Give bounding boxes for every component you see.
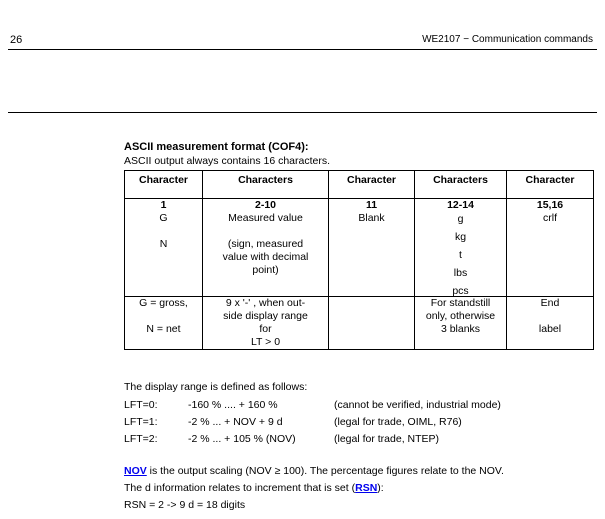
cell-line: point) [252, 264, 279, 276]
range-row-lft0 [124, 399, 594, 413]
content-row [125, 212, 594, 297]
range-label: LFT=2: [124, 433, 158, 445]
column-header: Character [125, 171, 203, 199]
unit-value: g [457, 213, 464, 225]
increment-note [124, 482, 384, 494]
range-value: -2 % ... + 105 % (NOV) [188, 433, 296, 445]
cell-line: Measured value [228, 212, 303, 224]
note-line: label [538, 323, 562, 335]
increment-note-text: The d information relates to increment that is set ( [124, 482, 356, 494]
cell-line [128, 225, 199, 238]
rsn-link[interactable]: RSN [355, 482, 378, 494]
cell-line [206, 225, 325, 238]
unit-value: lbs [453, 267, 468, 279]
character-position: 15,16 [507, 199, 594, 213]
cell-line: value with decimal [222, 251, 309, 263]
unit-value: t [459, 249, 462, 261]
units-cell [415, 212, 507, 297]
nov-link[interactable]: NOV [124, 465, 147, 477]
range-row-lft2 [124, 433, 594, 447]
section-intro: ASCII output always contains 16 characters. [124, 155, 331, 167]
range-note: (cannot be verified, industrial mode) [334, 399, 501, 411]
unit-value: kg [454, 231, 467, 243]
note-line [510, 310, 590, 323]
notes-row [125, 297, 594, 350]
note-line: N = net [146, 323, 181, 335]
note-line: G = gross, [139, 297, 188, 309]
cell-line: G [159, 212, 168, 224]
increment-note-close: ): [377, 482, 384, 494]
section-divider [8, 112, 597, 113]
ascii-format-table [124, 170, 594, 350]
gross-net-note [125, 297, 203, 350]
empty-note [329, 297, 415, 350]
note-line [332, 297, 411, 310]
note-line: For standstill [430, 297, 491, 309]
range-value: -160 % .... + 160 % [188, 399, 278, 411]
out-of-range-note [203, 297, 329, 350]
cell-line: N [159, 238, 168, 250]
page-number: 26 [10, 34, 23, 46]
nov-note [124, 465, 504, 477]
nov-note-text: is the output scaling (NOV ≥ 100). The percentage figures relate to the NOV. [146, 465, 504, 477]
column-header: Characters [415, 171, 507, 199]
position-row [125, 199, 594, 213]
note-line: 3 blanks [440, 323, 481, 335]
section-heading: ASCII measurement format (COF4): [124, 141, 309, 153]
range-note: (legal for trade, NTEP) [334, 433, 440, 445]
cell-line: (sign, measured [227, 238, 304, 250]
character-position: 1 [125, 199, 203, 213]
range-note: (legal for trade, OIML, R76) [334, 416, 462, 428]
note-line: 9 x '-' , when out- [225, 297, 306, 309]
range-row-lft1 [124, 416, 594, 430]
range-value: -2 % ... + NOV + 9 d [188, 416, 283, 428]
note-line: for [259, 323, 272, 335]
range-label: LFT=1: [124, 416, 158, 428]
end-label-note [507, 297, 594, 350]
unit-value: pcs [452, 285, 469, 297]
range-label: LFT=0: [124, 399, 158, 411]
note-line: LT > 0 [250, 336, 281, 348]
rsn-example: RSN = 2 -> 9 d = 18 digits [124, 499, 246, 511]
display-range-intro: The display range is defined as follows: [124, 381, 308, 393]
column-header: Character [329, 171, 415, 199]
character-position: 11 [329, 199, 415, 213]
note-line: End [540, 297, 560, 309]
header-rule [8, 49, 597, 50]
note-line: side display range [223, 310, 308, 322]
table-header-row [125, 171, 594, 199]
column-header: Characters [203, 171, 329, 199]
running-title: WE2107 − Communication commands [422, 34, 593, 45]
blank-cell: Blank [329, 212, 415, 297]
note-line [128, 310, 199, 323]
character-position: 12-14 [415, 199, 507, 213]
character-position: 2-10 [203, 199, 329, 213]
measured-value-cell [203, 212, 329, 297]
gross-net-cell [125, 212, 203, 297]
column-header: Character [507, 171, 594, 199]
crlf-cell: crlf [507, 212, 594, 297]
standstill-note [415, 297, 507, 350]
note-line: only, otherwise [425, 310, 496, 322]
